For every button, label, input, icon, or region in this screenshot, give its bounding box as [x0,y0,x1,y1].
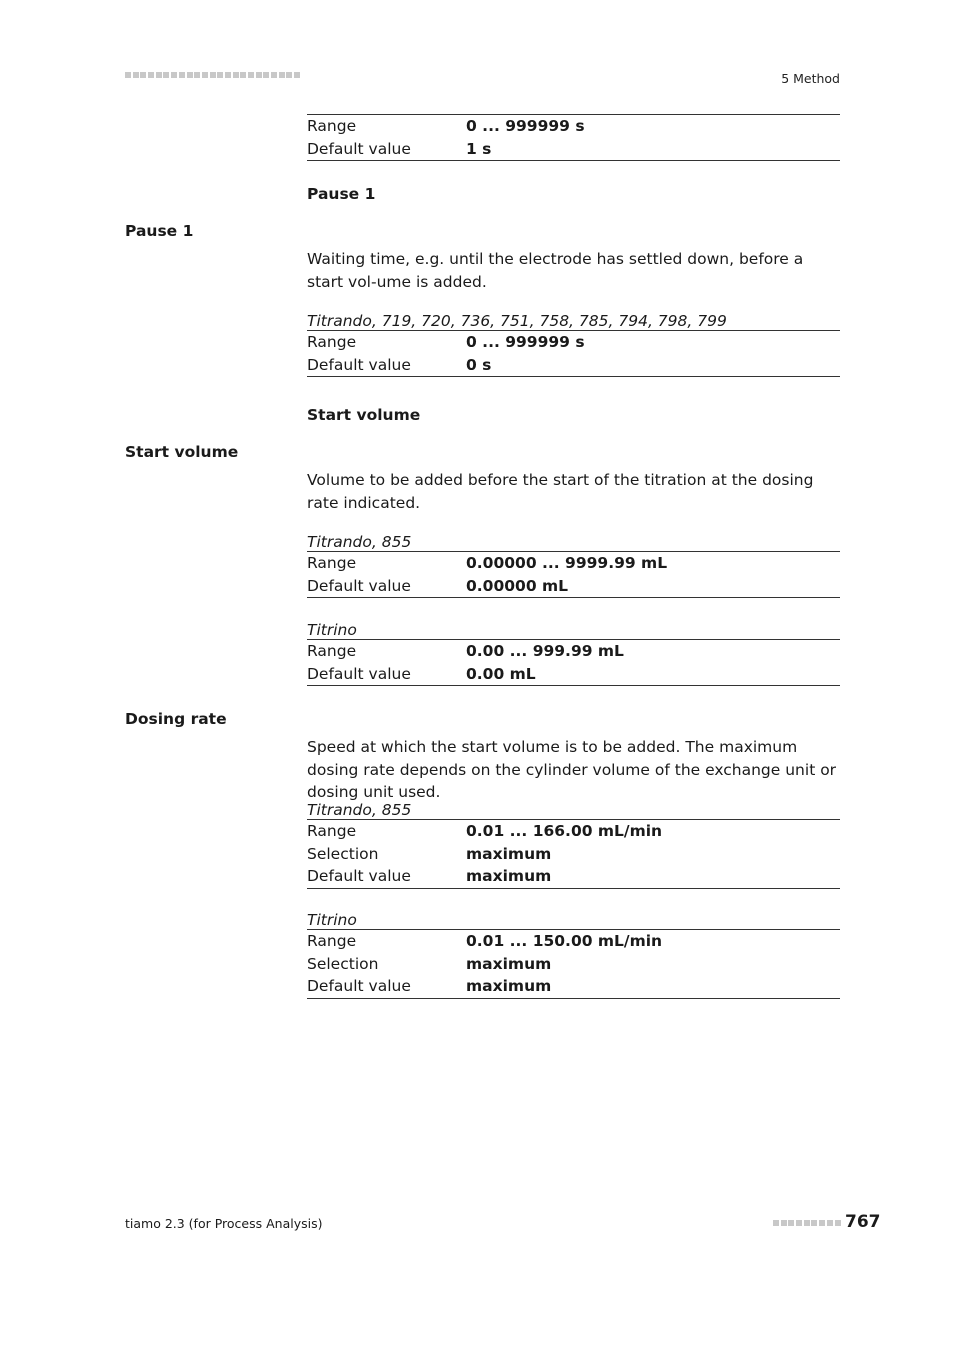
table-row: Default value 0 s [307,355,492,374]
table-row: Range 0.00000 ... 9999.99 mL [307,554,668,572]
start-volume-titrino-block [307,621,840,686]
dosing-rate-description: Speed at which the start volume is to be added. The maximum dosing rate depends on the cylinder volume of the exchange unit or dosing unit used. [307,738,837,801]
device-caption: Titrando, 855 [307,533,412,551]
subhead-pause-1: Pause 1 [307,185,376,203]
side-label-pause-1: Pause 1 [125,222,194,240]
start-volume-description: Volume to be added before the start of the titration at the dosing rate indicated. [307,471,814,512]
side-label-dosing-rate: Dosing rate [125,710,227,728]
dosing-rate-titrando-block [307,801,840,889]
device-caption: Titrino [307,911,357,929]
subhead-start-volume: Start volume [307,406,421,424]
start-volume-titrando-block [307,533,840,598]
table-row: Selection maximum [307,954,552,973]
footer-decoration-dots [773,1220,842,1238]
table-row: Range 0 ... 999999 s [307,117,585,135]
table-row: Default value maximum [307,977,552,995]
table-row: Range 0.00 ... 999.99 mL [307,642,624,660]
page-number: 767 [845,1212,881,1232]
chapter-title: 5 Method [781,71,840,86]
table-row: Selection maximum [307,844,552,863]
header-decoration-dots [125,72,307,81]
footer-product-name: tiamo 2.3 (for Process Analysis) [125,1216,323,1231]
table-row: Default value 0.00000 mL [307,576,569,595]
table-row: Range 0.01 ... 150.00 mL/min [307,932,663,950]
param-table-previous [307,114,840,161]
pause-1-description: Waiting time, e.g. until the electrode has settled down, before a start vol-ume is added. [307,250,804,291]
pause-1-param-block [307,312,840,377]
table-row: Default value 1 s [307,139,492,158]
table-row: Default value 0.00 mL [307,664,536,683]
device-caption: Titrando, 719, 720, 736, 751, 758, 785, 794, 798, 799 [307,312,727,330]
device-caption: Titrando, 855 [307,801,412,819]
table-row: Default value maximum [307,867,552,885]
side-label-start-volume: Start volume [125,443,239,461]
table-row: Range 0.01 ... 166.00 mL/min [307,822,663,840]
dosing-rate-titrino-block [307,911,840,999]
device-caption: Titrino [307,621,357,639]
table-row: Range 0 ... 999999 s [307,333,585,351]
